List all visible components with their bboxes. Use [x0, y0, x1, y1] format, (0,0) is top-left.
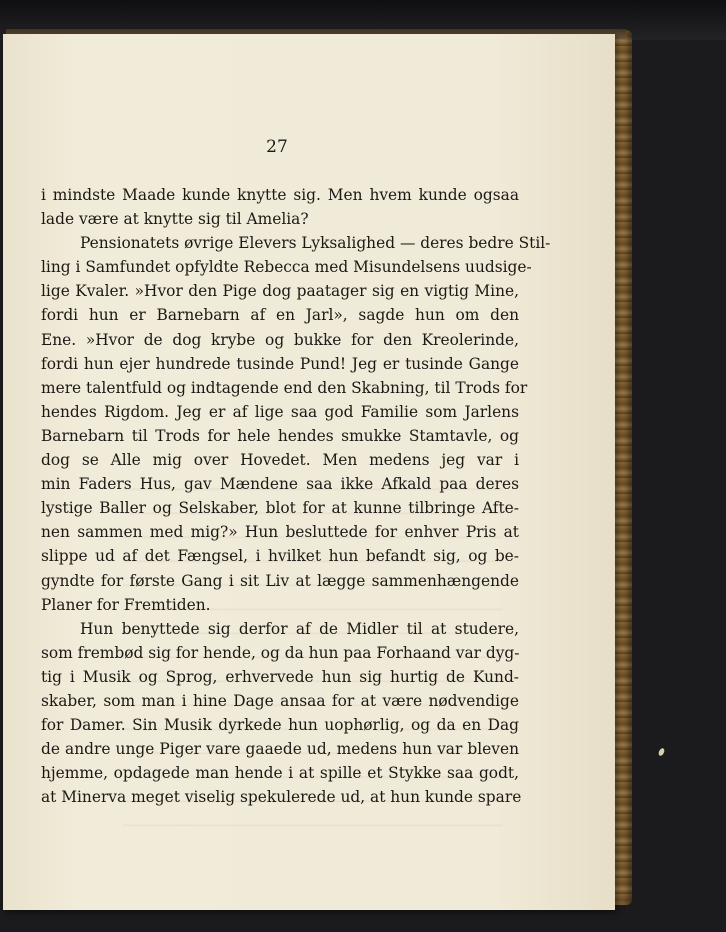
- page-text: [41, 183, 551, 809]
- paper-speck: [658, 747, 666, 756]
- page-number: 27: [266, 137, 288, 157]
- text-line: skaber, som man i hine Dage ansaa for at være nødvendige: [41, 691, 519, 710]
- text-line: min Faders Hus, gav Mændene saa ikke Afkald paa deres: [41, 475, 519, 494]
- text-line: lystige Baller og Selskaber, blot for at kunne tilbringe Afte-: [41, 499, 519, 518]
- text-line: mere talentfuld og indtagende end den Skabning, til Trods for: [41, 378, 528, 397]
- text-line: for Damer. Sin Musik dyrkede hun uophørlig, og da en Dag: [41, 716, 519, 735]
- text-line: Pensionatets øvrige Elevers Lyksalighed — deres bedre Stil-: [80, 234, 551, 253]
- text-line: nen sammen med mig?» Hun besluttede for enhver Pris at: [41, 523, 519, 542]
- text-line: slippe ud af det Fængsel, i hvilket hun befandt sig, og be-: [41, 547, 519, 566]
- text-line: i mindste Maade kunde knytte sig. Men hvem kunde ogsaa: [41, 186, 519, 204]
- text-line: hendes Rigdom. Jeg er af lige saa god Familie som Jarlens: [41, 402, 519, 421]
- text-line: Planer for Fremtiden.: [41, 595, 211, 614]
- text-line: dog se Alle mig over Hovedet. Men medens jeg var i: [41, 451, 519, 470]
- text-line: hjemme, opdagede man hende i at spille et Stykke saa godt,: [41, 764, 519, 783]
- text-line: tig i Musik og Sprog, erhvervede hun sig hurtig de Kund-: [41, 667, 519, 686]
- text-line: de andre unge Piger vare gaaede ud, medens hun var bleven: [41, 740, 519, 759]
- text-line: lade være at knytte sig til Amelia?: [41, 210, 309, 229]
- text-line: Barnebarn til Trods for hele hendes smukke Stamtavle, og: [41, 426, 519, 445]
- text-line: gyndte for første Gang i sit Liv at lægge sammenhængende: [41, 571, 519, 590]
- book-page: [3, 34, 615, 910]
- text-line: Ene. »Hvor de dog krybe og bukke for den Kreolerinde,: [41, 330, 519, 349]
- text-line: fordi hun ejer hundrede tusinde Pund! Jeg er tusinde Gange: [41, 354, 519, 373]
- text-line: fordi hun er Barnebarn af en Jarl», sagde hun om den: [41, 306, 519, 325]
- text-line: at Minerva meget viselig spekulerede ud, at hun kunde spare: [41, 788, 522, 807]
- text-line: ling i Samfundet opfyldte Rebecca med Misundelsens uudsige-: [41, 258, 532, 277]
- text-line: som frembød sig for hende, og da hun paa Forhaand var dyg-: [41, 643, 520, 662]
- text-line: Hun benyttede sig derfor af de Midler til at studere,: [80, 619, 519, 638]
- text-line: lige Kvaler. »Hvor den Pige dog paatager sig en vigtig Mine,: [41, 282, 519, 301]
